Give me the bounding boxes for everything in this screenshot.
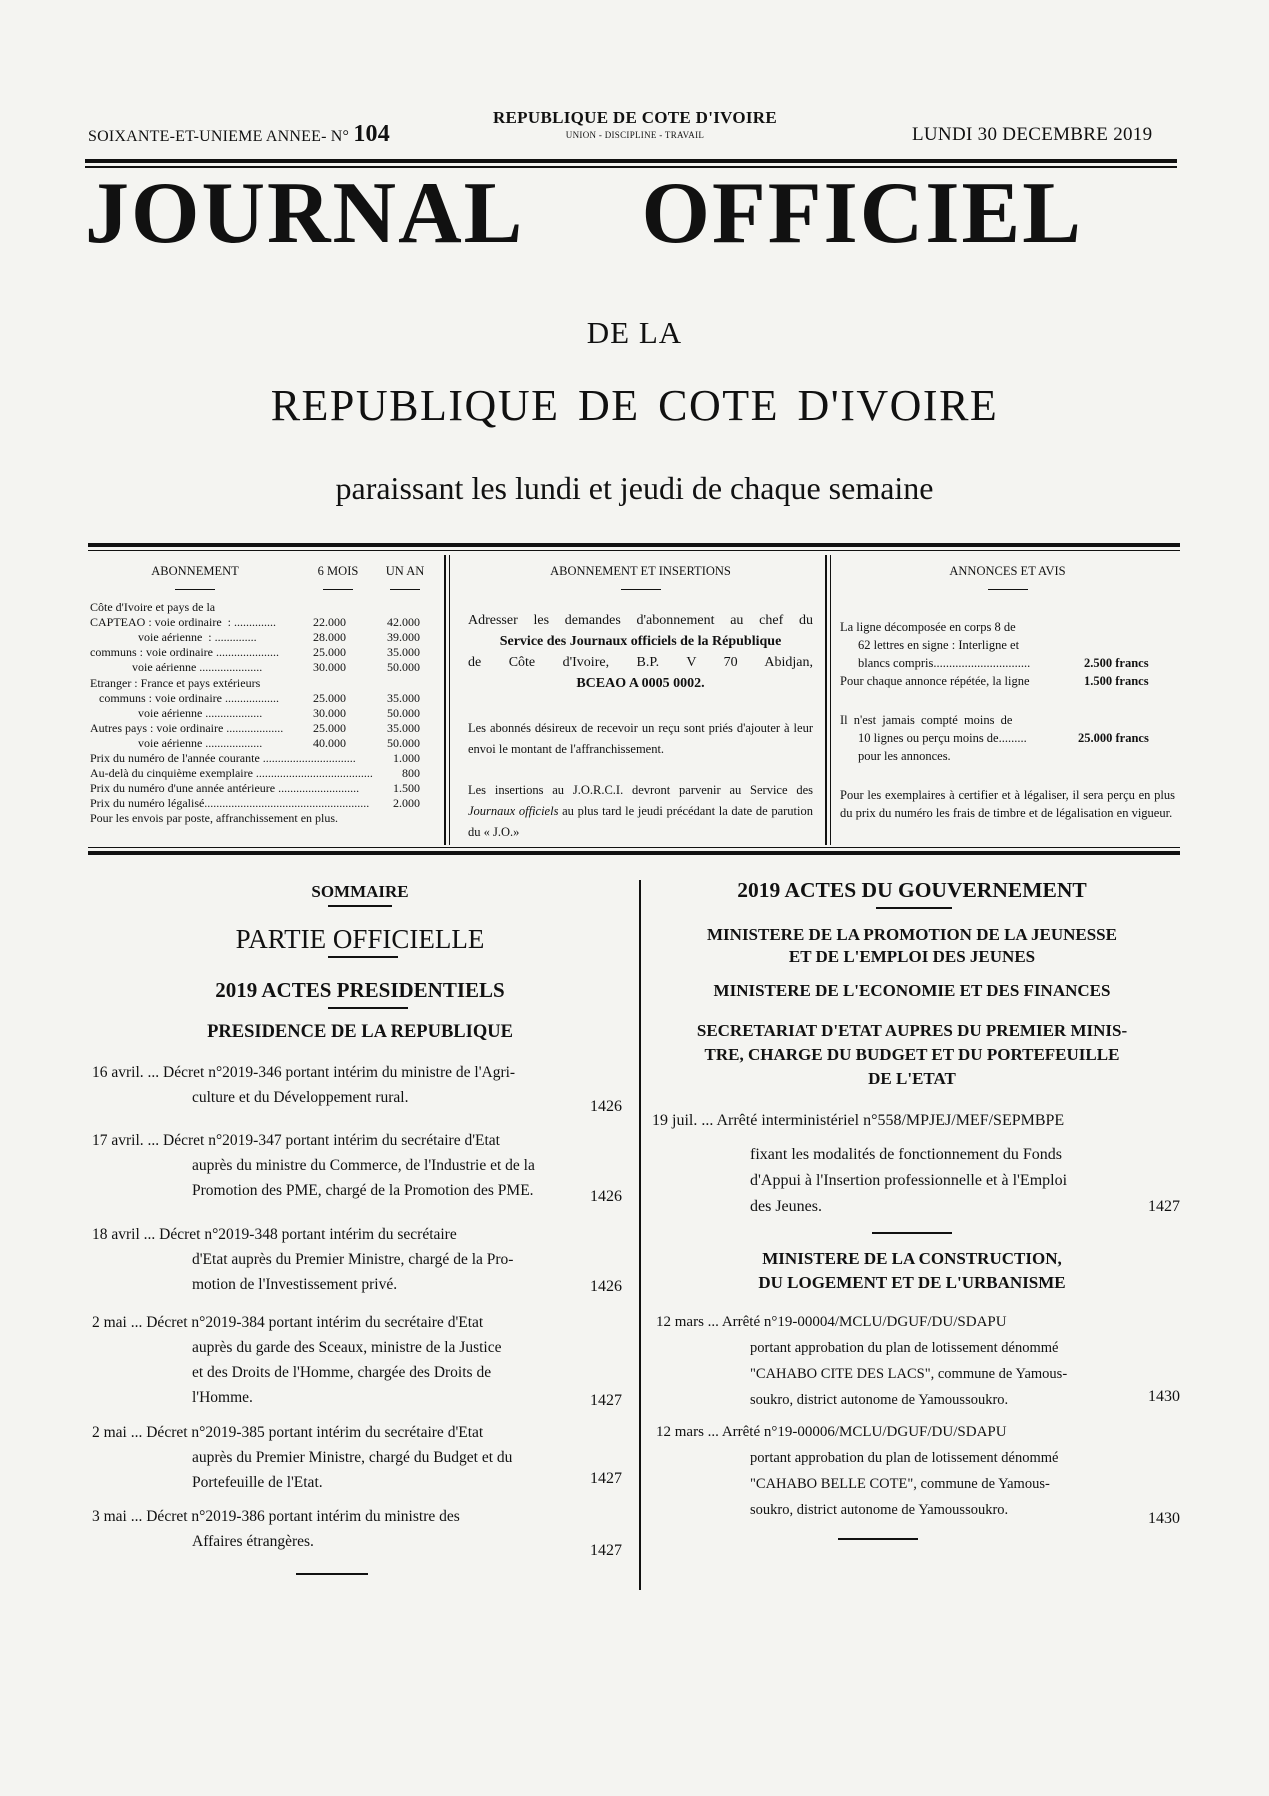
ministere-construction-2: DU LOGEMENT ET DE L'URBANISME [758, 1273, 1066, 1292]
masthead-republic: REPUBLIQUE DE COTE D'IVOIRE [270, 381, 999, 430]
annonce-price-2: 1.500 francs [1084, 674, 1149, 688]
annonces-panel [840, 548, 1175, 844]
annonce-line-8: Pour les exemplaires à certifier et à légaliser, il sera perçu en plus du prix du numéro les frais de timbre et de légalisation en vigueur. [840, 788, 1175, 820]
country-name: REPUBLIQUE DE COTE D'IVOIRE [492, 108, 778, 127]
sommaire-entry-page: 1427 [590, 1542, 622, 1559]
abonnement-row-an: 800 [402, 766, 420, 781]
gouv-entry-line: fixant les modalités de fonctionnement du Fonds [750, 1146, 1062, 1163]
header-rule-thick [85, 159, 1177, 163]
gouv-entry-line: soukro, district autonome de Yamoussoukro. [750, 1502, 1009, 1518]
title-underline [323, 589, 353, 590]
abonnement-row-an: 39.000 [387, 630, 420, 645]
insertions-p1c: de Côte d'Ivoire, B.P. V 70 Abidjan, [468, 655, 813, 670]
col-6mois-header [308, 564, 368, 594]
col-an-text: UN AN [385, 564, 425, 578]
title-underline [621, 589, 661, 590]
partie-officielle: PARTIE OFFICIELLE [235, 924, 485, 954]
abonnement-row-an: 35.000 [387, 645, 420, 660]
abonnement-row-label: Prix du numéro de l'année courante ............................... [90, 751, 356, 765]
abonnement-title-text: ABONNEMENT [151, 564, 239, 578]
insertions-p3-em: Journaux officiels [468, 804, 559, 818]
abonnement-row-an: 42.000 [387, 615, 420, 630]
abonnement-row-label: voie aérienne : .............. [90, 630, 257, 645]
column-divider [639, 880, 641, 1590]
gouv-entry-3-page: 1430 [1148, 1510, 1180, 1527]
abonnement-row-label: communs : voie ordinaire .................. [90, 690, 279, 705]
annonce-line-3: blancs compris............................... [858, 656, 1031, 670]
insertions-p1d: BCEAO A 0005 0002. [576, 676, 705, 691]
gouv-underline [876, 907, 952, 909]
annonce-line-6: 10 lignes ou perçu moins de......... [858, 731, 1027, 745]
annonce-line-1: La ligne décomposée en corps 8 de [840, 620, 1016, 634]
country-motto: UNION - DISCIPLINE - TRAVAIL [565, 130, 705, 140]
sommaire-entry-line: auprès du garde des Sceaux, ministre de la Justice [192, 1339, 502, 1356]
abonnement-row-6mois: 25.000 [313, 720, 346, 735]
annonce-line-4: Pour chaque annonce répétée, la ligne [840, 674, 1030, 688]
sommaire-entry-lead: 18 avril ... Décret n°2019-348 portant intérim du secrétaire [92, 1226, 457, 1243]
masthead-title [85, 165, 1177, 262]
ministere-jeunesse-1: MINISTERE DE LA PROMOTION DE LA JEUNESSE [707, 925, 1117, 944]
abonnement-row-an: 1.000 [393, 751, 420, 765]
gouv-entry-2-page: 1430 [1148, 1388, 1180, 1405]
box-divider-2b [830, 555, 831, 845]
abonnement-row-an: 50.000 [387, 660, 420, 675]
sommaire-entry-line: auprès du Premier Ministre, chargé du Budget et du [192, 1449, 513, 1466]
insertions-paragraph-3 [468, 780, 813, 843]
ministere-economie: MINISTERE DE L'ECONOMIE ET DES FINANCES [713, 981, 1111, 1000]
annonce-price-3: 25.000 francs [1078, 731, 1149, 745]
annonce-line-2: 62 lettres en signe : Interligne et [858, 638, 1020, 652]
insertions-p1a: Adresser les demandes d'abonnement au chef du [468, 613, 813, 628]
insertions-paragraph-1 [468, 610, 813, 694]
title-underline [175, 589, 215, 590]
abonnement-row-6mois: 28.000 [313, 630, 346, 645]
abonnement-row-label: voie aérienne ................... [90, 735, 263, 750]
annonces-title [840, 564, 1175, 594]
sommaire-entry-page: 1426 [590, 1098, 622, 1115]
sommaire-entry-line: Affaires étrangères. [192, 1533, 314, 1550]
box-top-rule-thick [88, 543, 1180, 547]
gouv-entry-3-lead: 12 mars ... Arrêté n°19-00006/MCLU/DGUF/DU/SDAPU [656, 1424, 1007, 1440]
title-underline [390, 589, 420, 590]
insertions-panel [468, 548, 813, 844]
insertions-title-text: ABONNEMENT ET INSERTIONS [550, 564, 731, 578]
sommaire-entry-page: 1426 [590, 1188, 622, 1205]
sommaire-entry-lead: 2 mai ... Décret n°2019-385 portant intérim du secrétaire d'Etat [92, 1424, 484, 1441]
insertions-p3 [468, 780, 813, 843]
sommaire-title-text: SOMMAIRE [311, 882, 409, 901]
insertions-p1b: Service des Journaux officiels de la République [499, 634, 782, 649]
insertions-p2: Les abonnés désireux de recevoir un reçu sont priés d'ajouter à leur envoi le montant de l'affranchissement. [468, 721, 813, 756]
gouv-entry-line: portant approbation du plan de lotissement dénommé [750, 1450, 1059, 1466]
abonnement-row-an: 1.500 [393, 781, 420, 796]
gouv-entry-line: soukro, district autonome de Yamoussoukro. [750, 1392, 1009, 1408]
abonnement-row-label: Etranger : France et pays extérieurs [90, 675, 261, 690]
sommaire-entry-lead: 17 avril. ... Décret n°2019-347 portant intérim du secrétaire d'Etat [92, 1132, 500, 1149]
sommaire-entry-line: d'Etat auprès du Premier Ministre, chargé de la Pro- [192, 1251, 514, 1268]
sommaire-underline [328, 905, 392, 907]
abonnement-row-6mois: 30.000 [313, 660, 346, 675]
abonnement-row-6mois: 25.000 [313, 645, 346, 660]
gouv-entry-line: "CAHABO CITE DES LACS", commune de Yamous- [750, 1366, 1068, 1382]
actes-gouvernement: 2019 ACTES DU GOUVERNEMENT [737, 878, 1087, 902]
abonnement-row-label: communs : voie ordinaire ..................... [90, 645, 279, 660]
sommaire-end-rule [296, 1573, 368, 1575]
abonnement-row-label: Côte d'Ivoire et pays de la [90, 600, 216, 614]
sommaire-entry-line: et des Droits de l'Homme, chargée des Droits de [192, 1364, 492, 1381]
sommaire-title [180, 882, 540, 902]
secretariat-etat-1: SECRETARIAT D'ETAT AUPRES DU PREMIER MINIS- [696, 1021, 1128, 1040]
gouv-entry-1-page: 1427 [1148, 1198, 1180, 1215]
ministere-jeunesse-2: ET DE L'EMPLOI DES JEUNES [788, 947, 1036, 966]
abonnement-row-an: 35.000 [387, 690, 420, 705]
abonnement-row-label: Au-delà du cinquième exemplaire ....................................... [90, 766, 373, 781]
col-6mois-text: 6 MOIS [317, 564, 359, 578]
insertions-p3a: Les insertions au J.O.R.C.I. devront parvenir au Service des [468, 783, 813, 797]
issue-label [88, 121, 390, 148]
partie-underline [328, 956, 398, 958]
secretariat-etat-2: TRE, CHARGE DU BUDGET ET DU PORTEFEUILLE [704, 1045, 1120, 1064]
abonnement-row-6mois: 25.000 [313, 690, 346, 705]
gouv-entry-line: d'Appui à l'Insertion professionnelle et à l'Emploi [750, 1172, 1068, 1189]
abonnement-row-label: CAPTEAO : voie ordinaire : .............. [90, 615, 276, 630]
sommaire-entry-page: 1426 [590, 1278, 622, 1295]
issue-prefix: SOIXANTE-ET-UNIEME ANNEE- N° [88, 128, 350, 145]
sommaire-entry-lead: 2 mai ... Décret n°2019-384 portant intérim du secrétaire d'Etat [92, 1314, 484, 1331]
abonnement-row-an: 2.000 [393, 796, 420, 811]
ministere-construction-1: MINISTERE DE LA CONSTRUCTION, [762, 1249, 1062, 1268]
abonnement-row-6mois: 22.000 [313, 615, 346, 630]
abonnement-row-label: Prix du numéro d'une année antérieure ........................... [90, 781, 360, 796]
abonnement-row-6mois: 40.000 [313, 735, 346, 750]
sommaire-entry-lead: 3 mai ... Décret n°2019-386 portant intérim du ministre des [92, 1508, 460, 1525]
gouv-entry-line: des Jeunes. [750, 1198, 822, 1215]
insertions-paragraph-2 [468, 718, 813, 760]
publication-frequency: paraissant les lundi et jeudi de chaque semaine [335, 470, 934, 506]
insertions-title [468, 564, 813, 594]
abonnement-panel [90, 548, 435, 844]
abonnement-row-an: 50.000 [387, 705, 420, 720]
presidence-title: PRESIDENCE DE LA REPUBLIQUE [207, 1022, 513, 1042]
annonce-line-7: pour les annonces. [858, 749, 951, 763]
abonnement-row-label: voie aérienne ................... [90, 705, 263, 720]
country-header [450, 108, 820, 140]
masthead-de-la: DE LA [586, 315, 683, 350]
masthead-officiel: OFFICIEL [641, 165, 1083, 262]
box-divider-2 [825, 555, 827, 845]
abonnement-row-label: voie aérienne ..................... [90, 660, 263, 675]
insertions-p3b: au plus tard le jeudi précédant la date de parution du « J.O.» [468, 804, 814, 839]
issue-date: LUNDI 30 DECEMBRE 2019 [912, 124, 1153, 145]
sommaire-entry-line: l'Homme. [192, 1389, 253, 1406]
masthead-journal: JOURNAL [85, 165, 520, 262]
secretariat-etat-3: DE L'ETAT [868, 1069, 956, 1088]
col-an-header [380, 564, 430, 594]
gouv-end-rule [838, 1538, 918, 1540]
actes-pres-underline [328, 1007, 408, 1009]
gouv-entry-2-lead: 12 mars ... Arrêté n°19-00004/MCLU/DGUF/DU/SDAPU [656, 1314, 1007, 1330]
abonnement-row-label: Prix du numéro légalisé....................................................... [90, 796, 370, 811]
sommaire-entry-line: culture et du Développement rural. [192, 1089, 409, 1106]
actes-presidentiels: 2019 ACTES PRESIDENTIELS [215, 978, 505, 1002]
gouv-mid-rule [872, 1232, 952, 1234]
abonnement-row-an: 50.000 [387, 735, 420, 750]
gouv-entry-1-lead: 19 juil. ... Arrêté interministériel n°558/MPJEJ/MEF/SEPMBPE [652, 1112, 1065, 1129]
box-divider-1b [449, 555, 450, 845]
gouv-entry-line: portant approbation du plan de lotissement dénommé [750, 1340, 1059, 1356]
box-bottom-rule-thick [88, 851, 1180, 855]
sommaire-entry-line: auprès du ministre du Commerce, de l'Industrie et de la [192, 1157, 535, 1174]
abonnement-row-an: 35.000 [387, 720, 420, 735]
annonces-title-text: ANNONCES ET AVIS [949, 564, 1066, 578]
abonnement-row-6mois: 30.000 [313, 705, 346, 720]
issue-number: 104 [353, 121, 390, 147]
box-divider-1 [444, 555, 446, 845]
sommaire-entry-page: 1427 [590, 1470, 622, 1487]
sommaire-entry-line: Portefeuille de l'Etat. [192, 1474, 323, 1491]
annonce-line-5: Il n'est jamais compté moins de [840, 713, 1013, 727]
sommaire-entry-lead: 16 avril. ... Décret n°2019-346 portant intérim du ministre de l'Agri- [92, 1064, 516, 1081]
abonnement-row-label: Autres pays : voie ordinaire ................... [90, 720, 284, 735]
sommaire-entry-line: motion de l'Investissement privé. [192, 1276, 398, 1293]
sommaire-entry-line: Promotion des PME, chargé de la Promotion des PME. [192, 1182, 534, 1199]
abonnement-title [140, 564, 250, 594]
gouv-entry-line: "CAHABO BELLE COTE", commune de Yamous- [750, 1476, 1050, 1492]
abonnement-row-label: Pour les envois par poste, affranchissement en plus. [90, 811, 339, 826]
box-bottom-rule-thin [88, 847, 1180, 848]
annonce-price-1: 2.500 francs [1084, 656, 1149, 670]
title-underline [988, 589, 1028, 590]
sommaire-entry-page: 1427 [590, 1392, 622, 1409]
